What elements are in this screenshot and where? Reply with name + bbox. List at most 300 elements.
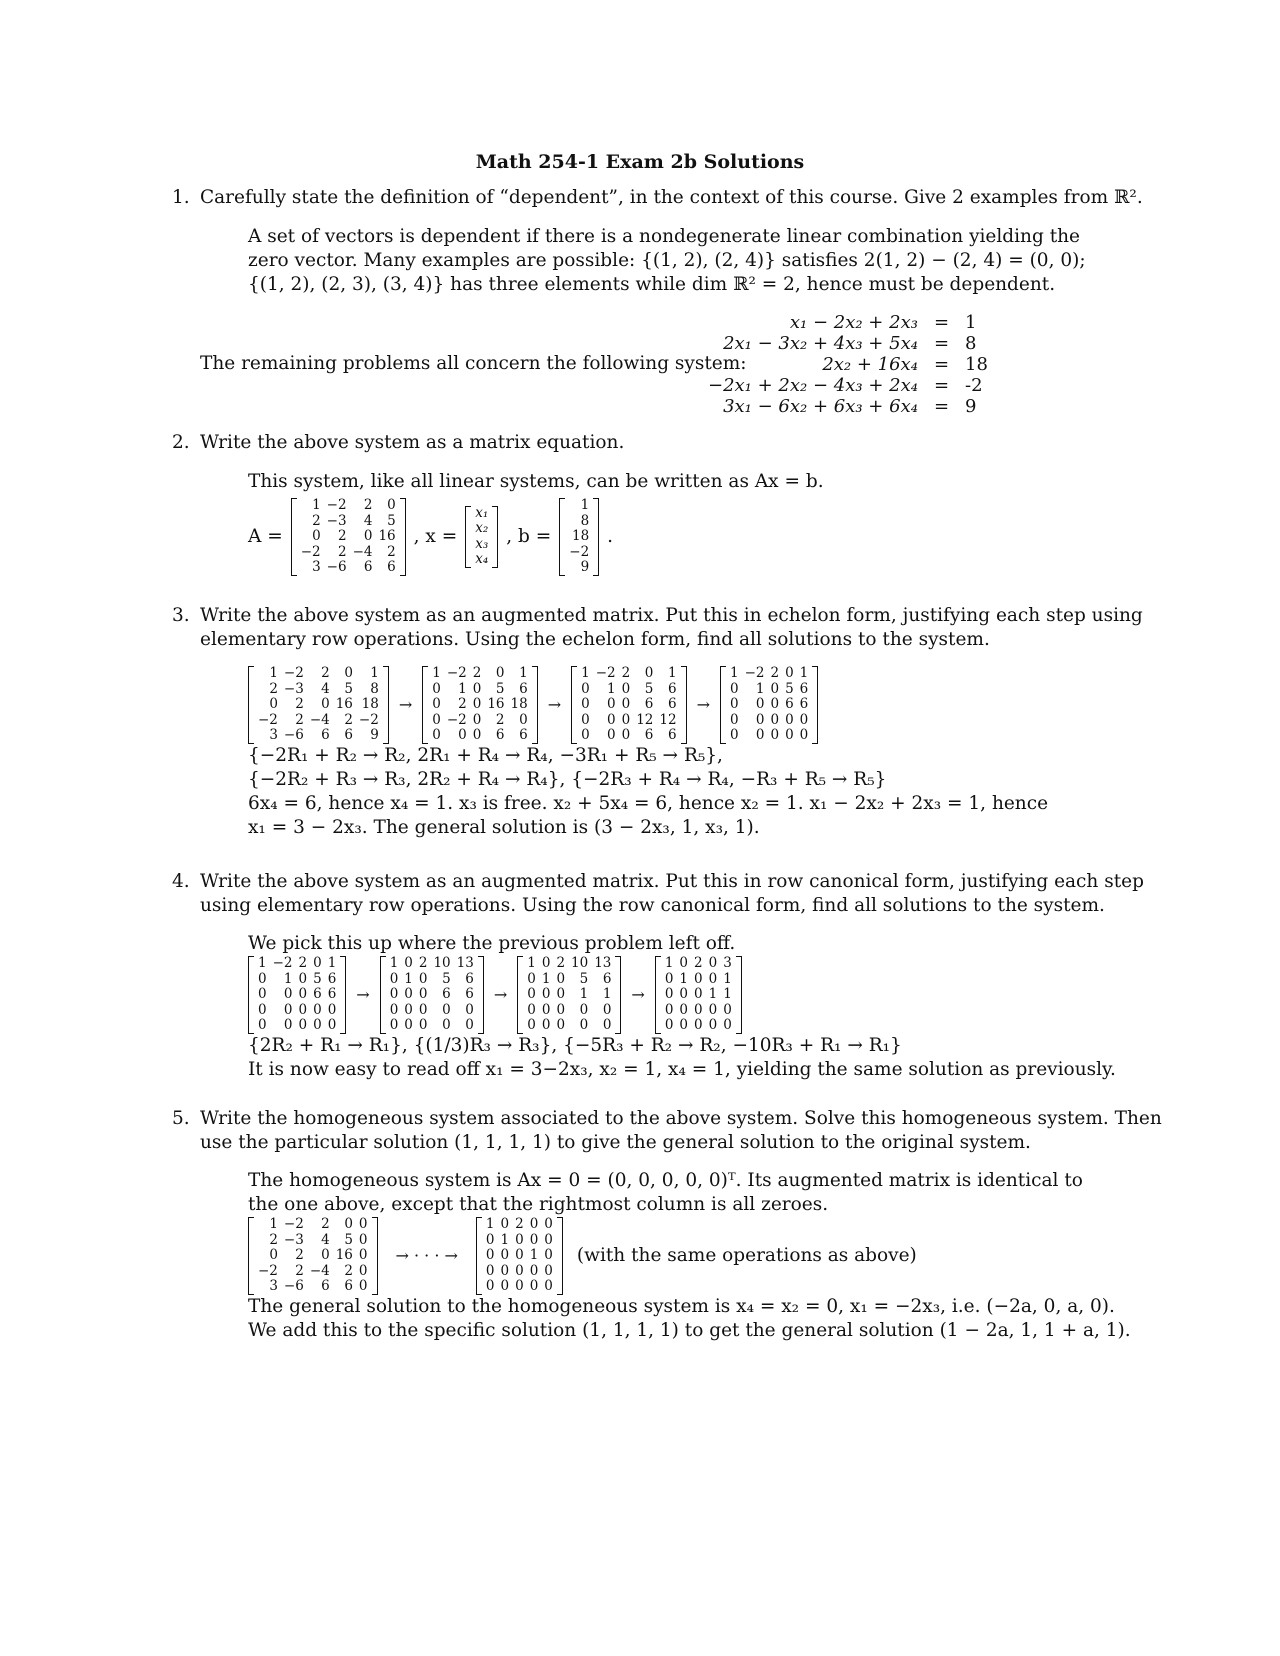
matrix-cell: 12 <box>636 711 654 728</box>
question-1 <box>172 186 1143 210</box>
matrix-cell: 0 <box>472 727 482 743</box>
matrix-cell: 0 <box>358 1262 368 1279</box>
matrix-cell: 4 <box>363 512 373 529</box>
matrix-cell: 0 <box>404 1001 413 1018</box>
matrix-cell: 2 <box>472 665 482 681</box>
matrix-cell: 0 <box>527 1017 536 1033</box>
matrix-cell: 6 <box>344 727 353 743</box>
matrix-cell: 1 <box>432 665 441 681</box>
matrix-cell: 0 <box>694 986 703 1002</box>
matrix-cell: 0 <box>418 1017 428 1033</box>
matrix-cell: 0 <box>529 1231 539 1248</box>
system-row <box>700 354 996 375</box>
row-reduction <box>248 1217 1088 1295</box>
system-row <box>700 333 996 354</box>
matrix-cell: 0 <box>358 1231 368 1248</box>
matrix-cell: 0 <box>418 1001 428 1018</box>
matrix-cell: 3 <box>723 955 732 971</box>
matrix-cell: 0 <box>321 1247 330 1263</box>
matrix-cell: 6 <box>344 1278 353 1294</box>
matrix-cell: 6 <box>495 727 505 743</box>
matrix-cell: 5 <box>579 970 589 987</box>
matrix-cell: 9 <box>370 727 379 743</box>
matrix-cell: 0 <box>327 1001 337 1018</box>
matrix-cell: 2 <box>295 1262 304 1279</box>
matrix-cell: 6 <box>667 680 677 697</box>
matrix-cell: −2 <box>300 543 321 560</box>
matrix-cell: 0 <box>621 680 631 697</box>
matrix-cell: 0 <box>541 955 551 971</box>
matrix-cell: 0 <box>729 711 739 728</box>
matrix-cell: 5 <box>442 970 451 987</box>
matrix-cell: 0 <box>298 970 308 987</box>
matrix-cell: 16 <box>335 1247 353 1263</box>
matrix-cell: −6 <box>283 1278 304 1294</box>
matrix-cell: −3 <box>283 1231 304 1248</box>
answer-intro: We pick this up where the previous problem left off. <box>248 933 736 954</box>
system-equals: = <box>933 375 950 396</box>
matrix-cell: 1 <box>404 970 413 987</box>
matrix-cell: 10 <box>433 955 451 971</box>
answer-5 <box>248 1169 1131 1343</box>
matrix-cell: 0 <box>404 955 413 971</box>
matrix-cell: 0 <box>770 711 780 728</box>
matrix-cell: 0 <box>708 970 718 987</box>
augmented-matrix <box>571 666 686 744</box>
matrix-cell: −2 <box>446 665 467 681</box>
matrix-cell: 18 <box>361 696 379 712</box>
matrix-cell: −2 <box>283 1216 304 1232</box>
question-number: 3. <box>172 605 190 626</box>
matrix-cell: −2 <box>358 711 379 728</box>
matrix-cell: 0 <box>527 970 536 987</box>
matrix-cell: 0 <box>258 986 267 1002</box>
matrix-cell: 5 <box>344 680 353 697</box>
matrix-cell: 1 <box>283 970 293 987</box>
matrix-cell: −2 <box>595 665 616 681</box>
matrix-cell: 0 <box>708 1001 718 1018</box>
matrix-cell: 1 <box>679 970 688 987</box>
answer-line: zero vector. Many examples are possible: {(1, 2), (2, 4)} satisfies 2(1, 2) − (2, 4) = (0, 0); <box>248 250 1086 271</box>
matrix-cell: 0 <box>515 1278 524 1294</box>
matrix-cell: −2 <box>283 665 304 681</box>
period: . <box>607 525 614 547</box>
matrix-cell: 0 <box>344 665 353 681</box>
matrix-cell: 0 <box>458 727 467 743</box>
matrix-cell: 0 <box>515 1247 524 1263</box>
matrix-cell: 0 <box>313 1017 322 1033</box>
matrix-cell: 2 <box>363 497 373 513</box>
matrix-cell: 2 <box>312 512 321 529</box>
matrix-cell: 0 <box>500 1216 510 1232</box>
matrix-cell: 0 <box>581 680 590 697</box>
matrix-cell: x₂ <box>475 520 489 537</box>
matrix-cell: 16 <box>335 696 353 712</box>
matrix-cell: 5 <box>495 680 505 697</box>
matrix-cell: 0 <box>404 1017 413 1033</box>
matrix-cell: 6 <box>799 680 809 697</box>
matrix-cell: 0 <box>418 986 428 1002</box>
matrix-cell: 5 <box>344 1231 353 1248</box>
system-equals: = <box>933 354 950 375</box>
matrix-cell: −6 <box>326 559 347 575</box>
matrix-cell: 1 <box>723 970 732 987</box>
arrow: → <box>696 694 710 714</box>
question-4 <box>172 870 1144 918</box>
question-text: Carefully state the definition of “dependent”, in the context of this course. Give 2 examples from ℝ². <box>200 187 1143 208</box>
arrow: → <box>631 984 645 1004</box>
matrix-cell: 2 <box>321 1216 330 1232</box>
system-lhs: 2x₁ − 3x₂ + 4x₃ + 5x₄ <box>723 333 918 354</box>
label-x: , x = <box>413 525 458 547</box>
matrix-cell: 0 <box>679 986 688 1002</box>
label-b: , b = <box>506 525 552 547</box>
matrix-cell: 1 <box>602 986 612 1002</box>
matrix-cell: 2 <box>321 665 330 681</box>
matrix-cell: 0 <box>442 1001 451 1018</box>
solution-line: x₁ = 3 − 2x₃. The general solution is (3 − 2x₃, 1, x₃, 1). <box>248 816 760 838</box>
matrix-cell: 0 <box>485 1262 495 1279</box>
matrix-cell: 1 <box>541 970 551 987</box>
matrix-cell: 0 <box>644 665 654 681</box>
matrix-cell: 0 <box>556 1001 566 1018</box>
matrix-cell: 5 <box>313 970 322 987</box>
matrix-cell: 0 <box>556 970 566 987</box>
solution-line: It is now easy to read off x₁ = 3−2x₃, x₂ = 1, x₄ = 1, yielding the same solution as previously. <box>248 1058 1116 1080</box>
matrix-cell: 0 <box>799 727 809 743</box>
matrix-cell: −2 <box>569 543 590 560</box>
matrix-cell: 0 <box>313 1001 322 1018</box>
matrix-cell: 0 <box>515 1262 524 1279</box>
matrix-cell: 6 <box>442 986 451 1002</box>
system-rhs: 9 <box>965 396 977 417</box>
matrix-cell: 1 <box>485 1216 495 1232</box>
matrix-cell: 0 <box>579 1001 589 1018</box>
matrix-cell: 8 <box>580 512 590 529</box>
matrix-cell: 3 <box>312 559 321 575</box>
matrix-cell: −2 <box>272 955 293 971</box>
matrix-cell: 13 <box>594 955 612 971</box>
matrix-cell: 0 <box>679 1017 688 1033</box>
matrix-cell: 0 <box>579 1017 589 1033</box>
matrix-cell: 2 <box>344 711 353 728</box>
matrix-cell: 0 <box>770 727 780 743</box>
matrix-cell: 6 <box>327 970 337 987</box>
matrix-cell: x₁ <box>475 504 489 521</box>
matrix-cell: 0 <box>432 727 441 743</box>
matrix-cell: 0 <box>327 1017 337 1033</box>
matrix-cell: 6 <box>644 727 654 743</box>
arrow: → <box>547 694 562 714</box>
matrix-cell: −2 <box>258 1262 278 1279</box>
matrix-cell: 6 <box>644 696 654 712</box>
matrix-cell: 0 <box>465 1001 474 1018</box>
matrix-cell: 0 <box>664 986 674 1002</box>
matrix-cell: 0 <box>358 1216 368 1232</box>
system-lhs: x₁ − 2x₂ + 2x₃ <box>789 312 918 333</box>
system-equals: = <box>933 396 950 417</box>
matrix-cell: 0 <box>312 528 321 544</box>
matrix-cell: 1 <box>755 680 765 697</box>
matrix-cell: 0 <box>500 1262 510 1279</box>
matrix-cell: 1 <box>579 986 589 1002</box>
matrix-cell: −2 <box>326 497 347 513</box>
matrix-cell: 6 <box>519 680 528 697</box>
matrix-cell: 0 <box>258 1001 267 1018</box>
solution-line: 6x₄ = 6, hence x₄ = 1. x₃ is free. x₂ + 5x₄ = 6, hence x₂ = 1. x₁ − 2x₂ + 2x₃ = 1, hence <box>248 792 1049 814</box>
question-3 <box>172 604 1143 652</box>
matrix-cell: 12 <box>659 711 677 728</box>
matrix-cell: 0 <box>785 711 794 728</box>
matrix-cell: 2 <box>621 665 631 681</box>
row-operations: {−2R₁ + R₂ → R₂, 2R₁ + R₄ → R₄, −3R₁ + R₅ → R₅}, <box>248 744 723 766</box>
answer-line: This system, like all linear systems, can be written as Ax = b. <box>248 471 824 492</box>
matrix-cell: 0 <box>527 986 536 1002</box>
system-rhs: -2 <box>965 375 983 396</box>
vector-b <box>559 498 599 576</box>
matrix-cell: 2 <box>458 696 467 712</box>
matrix-cell: 1 <box>327 955 337 971</box>
matrix-cell: 0 <box>269 696 278 712</box>
matrix-cell: 0 <box>694 1001 703 1018</box>
matrix-cell: 0 <box>527 1001 536 1018</box>
system-rhs: 8 <box>965 333 977 354</box>
matrix-cell: 1 <box>458 680 467 697</box>
matrix-cell: 0 <box>556 986 566 1002</box>
matrix-cell: 0 <box>755 711 765 728</box>
answer-4 <box>248 932 1116 1082</box>
row-reduction <box>248 666 1088 744</box>
matrix-cell: 0 <box>432 711 441 728</box>
matrix-cell: 2 <box>298 955 308 971</box>
matrix-cell: 0 <box>541 1001 551 1018</box>
matrix-cell: 2 <box>694 955 703 971</box>
answer-2 <box>248 470 1088 576</box>
question-text: use the particular solution (1, 1, 1, 1) to give the general solution to the original system. <box>200 1132 1031 1153</box>
matrix-cell: 0 <box>664 1001 674 1018</box>
matrix-cell: 0 <box>729 727 739 743</box>
matrix-cell: 0 <box>664 1017 674 1033</box>
matrix-cell: 4 <box>321 680 330 697</box>
matrix-cell: 0 <box>298 1001 308 1018</box>
matrix-cell: 2 <box>337 543 347 560</box>
matrix-cell: 1 <box>581 665 590 681</box>
matrix-cell: 1 <box>708 986 718 1002</box>
matrix-cell: 0 <box>389 970 399 987</box>
matrix-cell: x₃ <box>475 535 489 552</box>
vector-x <box>465 506 498 568</box>
answer-1 <box>248 225 1088 297</box>
matrix-cell: 6 <box>327 986 337 1002</box>
matrix-cell: 0 <box>679 1001 688 1018</box>
question-number: 5. <box>172 1108 190 1129</box>
matrix-cell: 0 <box>389 986 399 1002</box>
matrix-cell: x₄ <box>475 551 489 568</box>
system-rhs: 1 <box>965 312 977 333</box>
matrix-cell: 2 <box>387 543 396 560</box>
matrix-cell: 0 <box>283 1001 293 1018</box>
matrix-cell: 4 <box>321 1231 330 1248</box>
matrix-cell: 1 <box>607 680 616 697</box>
matrix-cell: 0 <box>556 1017 566 1033</box>
matrix-cell: 5 <box>785 680 794 697</box>
matrix-cell: −6 <box>283 727 304 743</box>
matrix-cell: 6 <box>667 727 677 743</box>
matrix-cell: 0 <box>404 986 413 1002</box>
matrix-cell: 0 <box>679 955 688 971</box>
matrix-cell: 1 <box>269 665 278 681</box>
matrix-cell: 6 <box>799 696 809 712</box>
matrix-cell: 0 <box>785 727 794 743</box>
matrix-cell: −2 <box>446 711 467 728</box>
matrix-cell: 6 <box>387 559 396 575</box>
matrix-cell: 1 <box>500 1231 510 1248</box>
system-rhs: 18 <box>965 354 988 375</box>
matrix-cell: 0 <box>529 1278 539 1294</box>
matrix-cell: 1 <box>519 665 528 681</box>
matrix-cell: 0 <box>358 1278 368 1294</box>
question-number: 4. <box>172 871 190 892</box>
matrix-cell: 0 <box>541 986 551 1002</box>
matrix-cell: 0 <box>387 497 396 513</box>
answer-intro: The homogeneous system is Ax = 0 = (0, 0, 0, 0, 0)ᵀ. Its augmented matrix is identical to <box>248 1170 1083 1191</box>
augmented-matrix <box>380 956 484 1034</box>
matrix-cell: 0 <box>389 1001 399 1018</box>
matrix-cell: 0 <box>298 1017 308 1033</box>
matrix-cell: 1 <box>799 665 809 681</box>
matrix-cell: 1 <box>529 1247 539 1263</box>
question-number: 1. <box>172 187 190 208</box>
matrix-cell: 0 <box>283 1017 293 1033</box>
matrix-cell: 0 <box>283 986 293 1002</box>
matrix-cell: 0 <box>544 1231 553 1248</box>
matrix-cell: 0 <box>621 696 631 712</box>
linear-system <box>700 312 996 417</box>
matrix-cell: 0 <box>363 528 373 544</box>
matrix-cell: 8 <box>370 680 379 697</box>
matrix-cell: 0 <box>485 1278 495 1294</box>
row-operations: {2R₂ + R₁ → R₁}, {(1/3)R₃ → R₃}, {−5R₃ + R₂ → R₂, −10R₃ + R₁ → R₁} <box>248 1034 902 1056</box>
matrix-cell: −2 <box>258 711 278 728</box>
matrix-cell: 0 <box>258 1017 267 1033</box>
matrix-cell: 1 <box>258 955 267 971</box>
matrix-cell: 0 <box>465 1017 474 1033</box>
matrix-cell: 16 <box>487 696 505 712</box>
matrix-cell: 6 <box>785 696 794 712</box>
matrix-cell: 2 <box>770 665 780 681</box>
answer-3 <box>248 666 1088 840</box>
matrix-cell: 2 <box>295 1247 304 1263</box>
question-text: Write the homogeneous system associated to the above system. Solve this homogeneous system. Then <box>200 1108 1162 1129</box>
matrix-cell: 18 <box>510 696 528 712</box>
question-number: 2. <box>172 432 190 453</box>
matrix-cell: −4 <box>352 543 373 560</box>
matrix-cell: 0 <box>544 1216 553 1232</box>
arrow: → <box>398 694 413 714</box>
matrix-cell: 0 <box>529 1216 539 1232</box>
matrix-cell: 0 <box>269 1247 278 1263</box>
answer-line: {(1, 2), (2, 3), (3, 4)} has three elements while dim ℝ² = 2, hence must be dependent. <box>248 274 1056 295</box>
matrix-cell: 2 <box>337 528 347 544</box>
matrix-cell: 0 <box>602 1017 612 1033</box>
matrix-cell: 0 <box>515 1231 524 1248</box>
matrix-cell: 9 <box>580 559 590 575</box>
system-row <box>700 312 996 333</box>
matrix-cell: 0 <box>529 1262 539 1279</box>
matrix-cell: 1 <box>370 665 379 681</box>
row-operations: {−2R₂ + R₃ → R₃, 2R₂ + R₄ → R₄}, {−2R₃ + R₄ → R₄, −R₃ + R₅ → R₅} <box>248 768 887 790</box>
system-equals: = <box>933 333 950 354</box>
question-text: using elementary row operations. Using the row canonical form, find all solutions to the system. <box>200 895 1105 916</box>
matrix-cell: 0 <box>621 711 631 728</box>
matrix-cell: 0 <box>258 970 267 987</box>
matrix-cell: 18 <box>571 528 590 544</box>
answer-line: A set of vectors is dependent if there is a nondegenerate linear combination yielding the <box>248 226 1080 247</box>
answer-intro: the one above, except that the rightmost column is all zeroes. <box>248 1194 829 1215</box>
matrix-cell: −3 <box>326 512 347 529</box>
matrix-cell: 0 <box>418 970 428 987</box>
matrix-cell: 2 <box>344 1262 353 1279</box>
matrix-cell: 0 <box>500 1247 510 1263</box>
question-text: Write the above system as an augmented matrix. Put this in row canonical form, justifying each step <box>200 871 1144 892</box>
matrix-cell: 0 <box>432 696 441 712</box>
matrix-cell: 6 <box>363 559 373 575</box>
matrix-cell: 0 <box>799 711 809 728</box>
matrix-cell: 2 <box>269 1231 278 1248</box>
system-intro: The remaining problems all concern the following system: <box>200 353 747 374</box>
matrix-cell: 0 <box>770 696 780 712</box>
matrix-cell: 2 <box>269 680 278 697</box>
label-a: A = <box>248 525 283 547</box>
matrix-cell: 1 <box>667 665 677 681</box>
matrix-cell: −4 <box>309 711 330 728</box>
matrix-cell: 2 <box>295 696 304 712</box>
matrix-cell: 0 <box>664 970 674 987</box>
matrix-cell: 1 <box>664 955 674 971</box>
system-row <box>700 375 996 396</box>
solution-line: The general solution to the homogeneous system is x₄ = x₂ = 0, x₁ = −2x₃, i.e. (−2a, 0, a, 0). <box>248 1295 1115 1317</box>
augmented-matrix <box>248 956 346 1034</box>
matrix-cell: 0 <box>694 970 703 987</box>
matrix-cell: 1 <box>723 986 732 1002</box>
matrix-cell: 0 <box>770 680 780 697</box>
matrix-a <box>291 498 406 576</box>
system-lhs: −2x₁ + 2x₂ − 4x₃ + 2x₄ <box>708 375 918 396</box>
matrix-cell: 2 <box>556 955 566 971</box>
matrix-cell: 1 <box>729 665 739 681</box>
matrix-cell: 0 <box>519 711 528 728</box>
matrix-cell: 6 <box>519 727 528 743</box>
matrix-cell: 0 <box>723 1001 732 1018</box>
matrix-cell: 6 <box>667 696 677 712</box>
matrix-cell: 6 <box>313 986 322 1002</box>
matrix-cell: 0 <box>389 1017 399 1033</box>
matrix-cell: 2 <box>418 955 428 971</box>
matrix-cell: 0 <box>298 986 308 1002</box>
system-lhs: 2x₂ + 16x₄ <box>822 354 918 375</box>
matrix-cell: 0 <box>495 665 505 681</box>
matrix-cell: −2 <box>744 665 765 681</box>
matrix-cell: 0 <box>723 1017 732 1033</box>
augmented-matrix <box>655 956 742 1034</box>
matrix-cell: 0 <box>708 955 718 971</box>
matrix-cell: 5 <box>644 680 654 697</box>
matrix-cell: 0 <box>541 1017 551 1033</box>
matrix-cell: 0 <box>544 1247 553 1263</box>
matrix-cell: 0 <box>432 680 441 697</box>
matrix-cell: 0 <box>472 680 482 697</box>
matrix-cell: 0 <box>313 955 322 971</box>
